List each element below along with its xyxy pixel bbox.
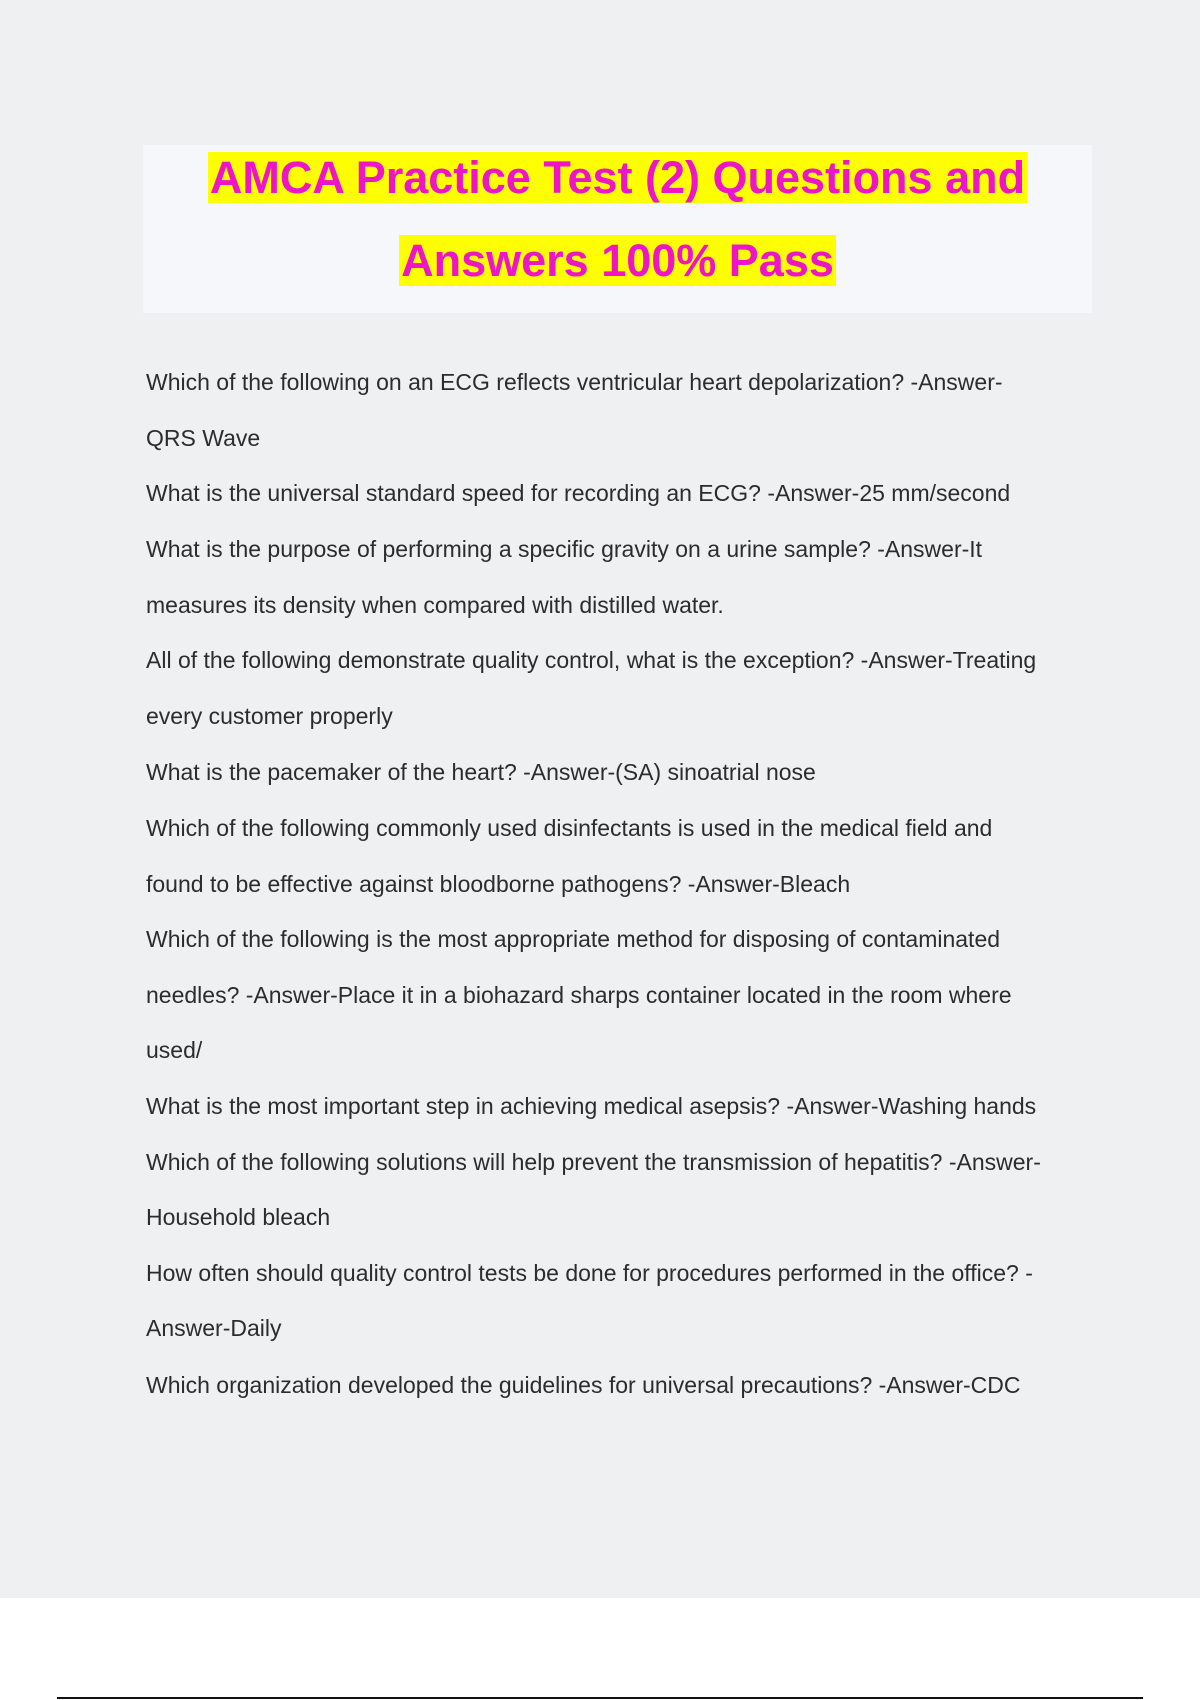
title-block <box>143 145 1092 313</box>
page-divider <box>57 1697 1143 1699</box>
qa-line: Which of the following on an ECG reflects ventricular heart depolarization? -Answer- <box>146 369 1003 395</box>
qa-line: Answer-Daily <box>146 1315 282 1341</box>
qa-line: Which of the following commonly used disinfectants is used in the medical field and <box>146 815 993 841</box>
qa-line: QRS Wave <box>146 425 261 451</box>
qa-line: All of the following demonstrate quality control, what is the exception? -Answer-Treating <box>146 647 1037 673</box>
qa-line: measures its density when compared with distilled water. <box>146 592 724 618</box>
qa-line: used/ <box>146 1037 203 1063</box>
qa-line: What is the most important step in achieving medical asepsis? -Answer-Washing hands <box>146 1093 1037 1119</box>
qa-line: What is the pacemaker of the heart? -Answer-(SA) sinoatrial nose <box>146 759 816 785</box>
qa-line: Which of the following solutions will help prevent the transmission of hepatitis? -Answer- <box>146 1149 1041 1175</box>
qa-line: Household bleach <box>146 1204 331 1230</box>
qa-line: Which organization developed the guidelines for universal precautions? -Answer-CDC <box>146 1372 1021 1398</box>
qa-line: needles? -Answer-Place it in a biohazard sharps container located in the room where <box>146 982 1012 1008</box>
title-text-1: AMCA Practice Test (2) Questions and <box>209 152 1026 203</box>
qa-line: Which of the following is the most appropriate method for disposing of contaminated <box>146 926 1001 952</box>
title-line-2 <box>143 233 1092 289</box>
qa-line: How often should quality control tests be done for procedures performed in the office? - <box>146 1260 1033 1286</box>
title-text-2: Answers 100% Pass <box>401 235 834 286</box>
title-line-1 <box>143 150 1092 206</box>
qa-line: What is the purpose of performing a specific gravity on a urine sample? -Answer-It <box>146 536 983 562</box>
qa-line: What is the universal standard speed for recording an ECG? -Answer-25 mm/second <box>146 480 1011 506</box>
qa-line: every customer properly <box>146 703 393 729</box>
qa-line: found to be effective against bloodborne pathogens? -Answer-Bleach <box>146 871 851 897</box>
